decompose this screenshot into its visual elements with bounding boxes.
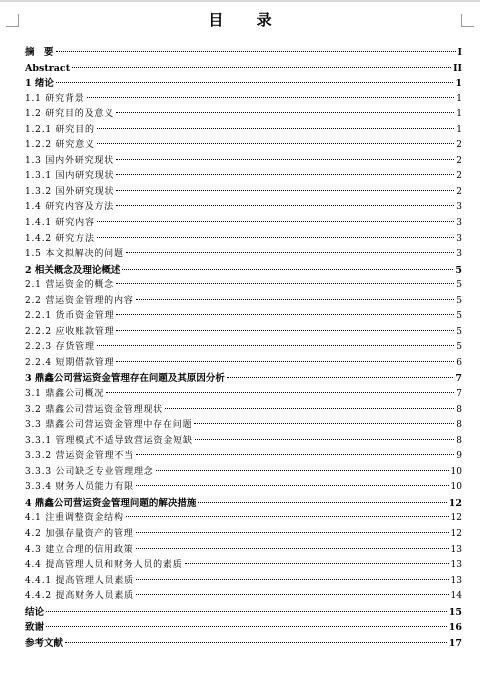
toc-entry-page-number: 10	[450, 466, 462, 477]
toc-entry-label: 1.1 研究背景	[25, 93, 85, 104]
toc-entry-label: 2 相关概念及理论概述	[25, 264, 121, 276]
toc-dot-leader	[46, 626, 447, 627]
toc-entry-label: 1.5 本文拟解决的问题	[25, 249, 124, 260]
toc-dot-leader	[136, 532, 449, 533]
toc-entry[interactable]	[25, 232, 462, 248]
toc-entry[interactable]	[25, 574, 462, 590]
toc-entry-label: 3.3.1 管理模式不适导致营运资金短缺	[25, 435, 193, 446]
toc-entry-page-number: 5	[456, 280, 462, 291]
toc-entry-label: 3.3.3 公司缺乏专业管理理念	[25, 466, 154, 477]
toc-entry-label: 3.3 鼎鑫公司营运资金管理中存在问题	[25, 420, 193, 431]
toc-entry-page-number: 3	[456, 249, 462, 260]
toc-entry-page-number: 7	[455, 373, 462, 385]
toc-entry[interactable]	[25, 387, 462, 403]
toc-entry-label: 4.4.1 提高管理人员素质	[25, 575, 134, 586]
toc-entry-page-number: 2	[456, 155, 462, 166]
toc-entry-label: 2.1 营运资金的概念	[25, 280, 114, 291]
toc-dot-leader	[136, 299, 455, 300]
toc-entry[interactable]	[25, 418, 462, 434]
toc-entry-page-number: 3	[456, 218, 462, 229]
toc-entry-label: 3 鼎鑫公司营运资金管理存在问题及其原因分析	[25, 373, 225, 385]
toc-dot-leader	[116, 283, 454, 284]
toc-entry[interactable]	[25, 294, 462, 310]
toc-entry-label: 1 绪论	[25, 78, 54, 90]
toc-entry-label: 4.2 加强存量资产的管理	[25, 528, 134, 539]
toc-entry[interactable]	[25, 216, 462, 232]
toc-dot-leader	[116, 174, 454, 175]
toc-entry-label: 2.2.2 应收账款管理	[25, 326, 115, 337]
toc-entry-label: 2.2.4 短期借款管理	[25, 357, 115, 368]
toc-dot-leader	[126, 252, 454, 253]
toc-entry-page-number: 9	[456, 451, 462, 462]
toc-entry-page-number: 12	[448, 497, 462, 509]
toc-entry[interactable]	[25, 543, 462, 559]
toc-dot-leader	[136, 594, 449, 595]
toc-entry-page-number: 1	[456, 109, 462, 120]
toc-entry-label: 1.3 国内外研究现状	[25, 155, 114, 166]
toc-entry[interactable]	[25, 200, 462, 216]
toc-entry-page-number: 1	[455, 78, 462, 90]
toc-entry[interactable]	[25, 465, 462, 481]
toc-title: 目 录	[208, 11, 286, 29]
toc-entry-label: 4.3 建立合理的信用政策	[25, 544, 134, 555]
toc-entry-page-number: II	[453, 62, 462, 74]
toc-entry-page-number: 6	[456, 357, 462, 368]
toc-entry-page-number: 5	[456, 311, 462, 322]
toc-entry-label: 1.2.1 研究目的	[25, 124, 95, 135]
toc-entry-page-number: 10	[450, 482, 462, 493]
toc-entry-page-number: 5	[456, 342, 462, 353]
toc-entry-page-number: 5	[456, 326, 462, 337]
toc-entry[interactable]	[25, 636, 462, 652]
toc-entry[interactable]	[25, 169, 462, 185]
toc-entry-page-number: 16	[448, 622, 462, 634]
toc-entry-label: 3.3.2 营运资金管理不当	[25, 451, 134, 462]
toc-entry-page-number: 12	[450, 528, 462, 539]
toc-entry-page-number: 1	[456, 124, 462, 135]
toc-dot-leader	[116, 205, 454, 206]
toc-entry-label: 1.4.1 研究内容	[25, 218, 95, 229]
toc-entry-page-number: 15	[448, 606, 462, 618]
toc-dot-leader	[116, 112, 454, 113]
toc-dot-leader	[116, 314, 454, 315]
toc-entry-page-number: I	[457, 47, 462, 58]
toc-dot-leader	[195, 439, 455, 440]
toc-entry[interactable]	[25, 154, 462, 170]
toc-entry[interactable]	[25, 45, 462, 61]
toc-entry[interactable]	[25, 496, 462, 512]
toc-entry[interactable]	[25, 449, 462, 465]
toc-entry-page-number: 2	[456, 171, 462, 182]
toc-dot-leader	[116, 159, 454, 160]
toc-entry[interactable]	[25, 434, 462, 450]
toc-entry[interactable]	[25, 247, 462, 263]
toc-entry-page-number: 3	[456, 202, 462, 213]
toc-dot-leader	[136, 579, 449, 580]
page-top-edge	[0, 0, 480, 2]
toc-dot-leader	[97, 128, 455, 129]
toc-entry-page-number: 5	[455, 264, 462, 276]
toc-entry[interactable]	[25, 185, 462, 201]
toc-entry-label: 3.2 鼎鑫公司营运资金管理现状	[25, 404, 163, 415]
toc-dot-leader	[116, 190, 454, 191]
toc-entry[interactable]	[25, 589, 462, 605]
toc-entry-page-number: 7	[456, 389, 462, 400]
toc-entry-label: Abstract	[25, 62, 71, 74]
toc-entry-label: 1.4 研究内容及方法	[25, 202, 114, 213]
toc-entry-page-number: 13	[450, 544, 462, 555]
toc-entry[interactable]	[25, 558, 462, 574]
toc-dot-leader	[136, 485, 449, 486]
toc-entry-label: 1.2 研究目的及意义	[25, 109, 114, 120]
toc-entry-label: 摘 要	[25, 47, 54, 58]
toc-dot-leader	[156, 470, 449, 471]
toc-dot-leader	[136, 454, 454, 455]
toc-entry-label: 1.4.2 研究方法	[25, 233, 95, 244]
toc-dot-leader	[185, 563, 449, 564]
toc-entry[interactable]	[25, 138, 462, 154]
toc-entry-page-number: 14	[450, 591, 462, 602]
toc-entry[interactable]	[25, 620, 462, 636]
toc-dot-leader	[97, 221, 455, 222]
toc-dot-leader	[97, 143, 455, 144]
toc-entry[interactable]	[25, 61, 462, 77]
toc-entry-label: 致谢	[25, 622, 45, 634]
table-of-contents	[25, 45, 462, 651]
toc-entry-page-number: 12	[450, 513, 462, 524]
toc-entry-label: 4 鼎鑫公司营运资金管理问题的解决措施	[25, 497, 197, 509]
toc-entry[interactable]	[25, 340, 462, 356]
toc-dot-leader	[87, 97, 455, 98]
toc-entry[interactable]	[25, 371, 462, 387]
toc-entry-label: 参考文献	[25, 637, 64, 649]
toc-dot-leader	[97, 345, 455, 346]
toc-entry-page-number: 8	[456, 404, 462, 415]
toc-entry-label: 1.2.2 研究意义	[25, 140, 95, 151]
toc-entry-page-number: 13	[450, 560, 462, 571]
toc-dot-leader	[136, 548, 449, 549]
toc-dot-leader	[97, 237, 455, 238]
toc-entry[interactable]	[25, 356, 462, 372]
toc-entry-label: 2.2.1 货币资金管理	[25, 311, 115, 322]
toc-entry[interactable]	[25, 511, 462, 527]
toc-entry-page-number: 1	[456, 93, 462, 104]
toc-dot-leader	[122, 269, 453, 270]
toc-entry-page-number: 3	[456, 233, 462, 244]
toc-entry-label: 4.1 注重调整资金结构	[25, 513, 124, 524]
toc-entry-label: 1.3.2 国外研究现状	[25, 186, 115, 197]
toc-entry-label: 2.2 营运资金管理的内容	[25, 295, 134, 306]
toc-dot-leader	[72, 67, 451, 68]
toc-entry[interactable]	[25, 403, 462, 419]
toc-entry-page-number: 5	[456, 295, 462, 306]
toc-entry-page-number: 2	[456, 186, 462, 197]
toc-entry-label: 4.4 提高管理人员和财务人员的素质	[25, 560, 183, 571]
toc-dot-leader	[198, 502, 446, 503]
toc-dot-leader	[106, 392, 454, 393]
toc-entry-page-number: 8	[456, 435, 462, 446]
toc-entry-label: 3.3.4 财务人员能力有限	[25, 482, 134, 493]
toc-entry[interactable]	[25, 480, 462, 496]
toc-dot-leader	[56, 51, 456, 52]
toc-entry-label: 4.4.2 提高财务人员素质	[25, 591, 134, 602]
toc-dot-leader	[126, 516, 449, 517]
toc-dot-leader	[65, 642, 447, 643]
toc-entry-page-number: 8	[456, 420, 462, 431]
toc-entry-label: 2.2.3 存货管理	[25, 342, 95, 353]
toc-entry[interactable]	[25, 325, 462, 341]
toc-entry[interactable]	[25, 123, 462, 139]
toc-entry-label: 结论	[25, 606, 45, 618]
toc-entry[interactable]	[25, 309, 462, 325]
toc-entry[interactable]	[25, 76, 462, 92]
toc-entry[interactable]	[25, 605, 462, 621]
toc-dot-leader	[194, 423, 454, 424]
toc-entry-page-number: 13	[450, 575, 462, 586]
toc-dot-leader	[116, 361, 454, 362]
toc-entry-label: 1.3.1 国内研究现状	[25, 171, 115, 182]
toc-entry[interactable]	[25, 107, 462, 123]
toc-entry-label: 3.1 鼎鑫公司概况	[25, 389, 105, 400]
toc-entry-page-number: 2	[456, 140, 462, 151]
toc-dot-leader	[165, 408, 454, 409]
toc-entry-page-number: 17	[448, 637, 462, 649]
toc-dot-leader	[227, 377, 453, 378]
toc-dot-leader	[46, 611, 447, 612]
toc-entry[interactable]	[25, 527, 462, 543]
toc-entry[interactable]	[25, 263, 462, 279]
toc-entry[interactable]	[25, 92, 462, 108]
toc-entry[interactable]	[25, 278, 462, 294]
toc-dot-leader	[116, 330, 454, 331]
toc-dot-leader	[56, 82, 453, 83]
